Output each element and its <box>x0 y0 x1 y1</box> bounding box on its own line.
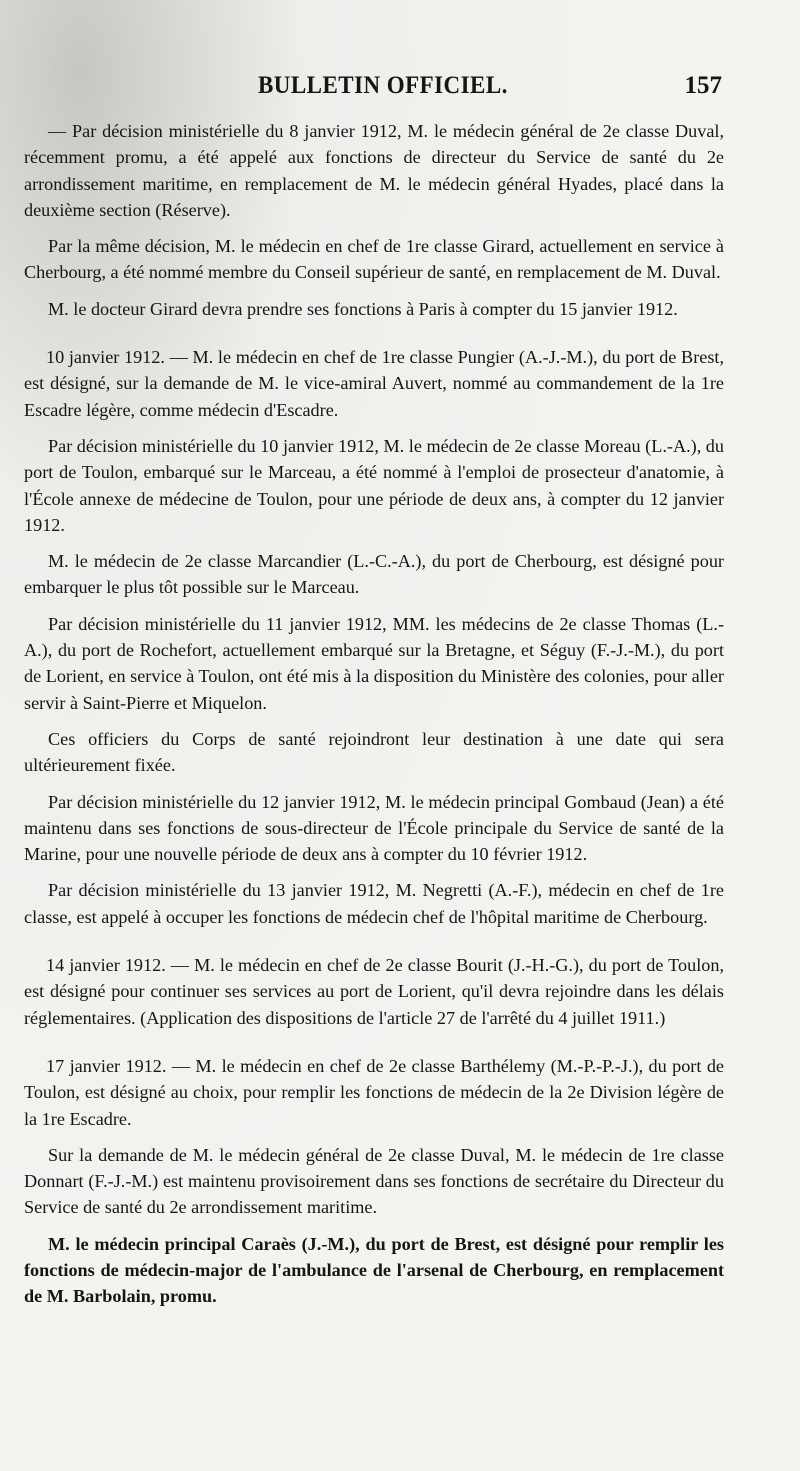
paragraph-donnart: Sur la demande de M. le médecin général de 2e classe Duval, M. le médecin de 1re classe Donnart (F.-J.-M.) est maintenu provisoirement dans ses fonctions de secrétaire du Directeur du Service de santé du 2e arrondissement maritime. <box>24 1144 724 1218</box>
entry-10-janvier-pungier: 10 janvier 1912. — M. le médecin en chef de 1re classe Pungier (A.-J.-M.), du port de Brest, est désigné, sur la demande de M. le vice-amiral Auvert, nommé au commandement de la 1re Escadre légère, comme médecin d'Escadre. <box>24 347 724 420</box>
paragraph-negretti: Par décision ministérielle du 13 janvier 1912, M. Negretti (A.-F.), médecin en chef de 1re classe, est appelé à occuper les fonctions de médecin chef de l'hôpital maritime de Cherbourg. <box>24 880 724 927</box>
paragraph-moreau: Par décision ministérielle du 10 janvier 1912, M. le médecin de 2e classe Moreau (L.-A.), du port de Toulon, embarqué sur le Marceau, a été nommé à l'emploi de prosecteur d'anatomie, à l'École annexe de médecine de Toulon, pour une période de deux ans, à compter du 12 janvier 1912. <box>24 435 724 535</box>
paragraph-marcandier: M. le médecin de 2e classe Marcandier (L.-C.-A.), du port de Cherbourg, est désigné pour embarquer le plus tôt possible sur le Marceau. <box>24 551 724 598</box>
bulletin-title: BULLETIN OFFICIEL. <box>258 72 508 99</box>
document-body <box>24 118 724 1320</box>
paragraph-caraes: M. le médecin principal Caraès (J.-M.), du port de Brest, est désigné pour remplir les fonctions de médecin-major de l'ambulance de l'arsenal de Cherbourg, en remplacement de M. Barbolain, promu. <box>24 1233 724 1307</box>
page-header <box>0 72 800 112</box>
entry-17-janvier-barthelemy: 17 janvier 1912. — M. le médecin en chef de 2e classe Barthélemy (M.-P.-P.-J.), du port de Toulon, est désigné au choix, pour remplir les fonctions de médecin de la 2e Division légère de la 1re Escadre. <box>24 1055 724 1129</box>
paragraph-gombaud: Par décision ministérielle du 12 janvier 1912, M. le médecin principal Gombaud (Jean) a été maintenu dans ses fonctions de sous-directeur de l'École principale du Service de santé de la Marine, pour une nouvelle période de deux ans à compter du 10 février 1912. <box>24 791 724 865</box>
paragraph-girard-paris: M. le docteur Girard devra prendre ses fonctions à Paris à compter du 15 janvier 1912. <box>48 298 678 319</box>
paragraph-girard: Par la même décision, M. le médecin en chef de 1re classe Girard, actuellement en service à Cherbourg, a été nommé membre du Conseil supérieur de santé, en remplacement de M. Duval. <box>24 236 724 283</box>
paragraph-duval: — Par décision ministérielle du 8 janvier 1912, M. le médecin général de 2e classe Duval, récemment promu, a été appelé aux fonctions de directeur du Service de santé du 2e arrondissement maritime, en remplacement de M. le médecin général Hyades, placé dans la deuxième section (Réserve). <box>24 121 724 220</box>
paragraph-officiers: Ces officiers du Corps de santé rejoindront leur destination à une date qui sera ultérieurement fixée. <box>24 728 724 776</box>
entry-14-janvier-bourit: 14 janvier 1912. — M. le médecin en chef de 2e classe Bourit (J.-H.-G.), du port de Toulon, est désigné pour continuer ses services au port de Lorient, qu'il devra rejoindre dans les délais réglementaires. (Application des dispositions de l'article 27 de l'arrêté du 4 juillet 1911.) <box>24 955 724 1028</box>
page-number: 157 <box>684 72 722 99</box>
paragraph-thomas-seguy: Par décision ministérielle du 11 janvier 1912, MM. les médecins de 2e classe Thomas (L.-A.), du port de Rochefort, actuellement embarqué sur la Bretagne, et Séguy (F.-J.-M.), du port de Lorient, en service à Toulon, ont été mis à la disposition du Ministère des colonies, pour aller servir à Saint-Pierre et Miquelon. <box>24 613 724 713</box>
